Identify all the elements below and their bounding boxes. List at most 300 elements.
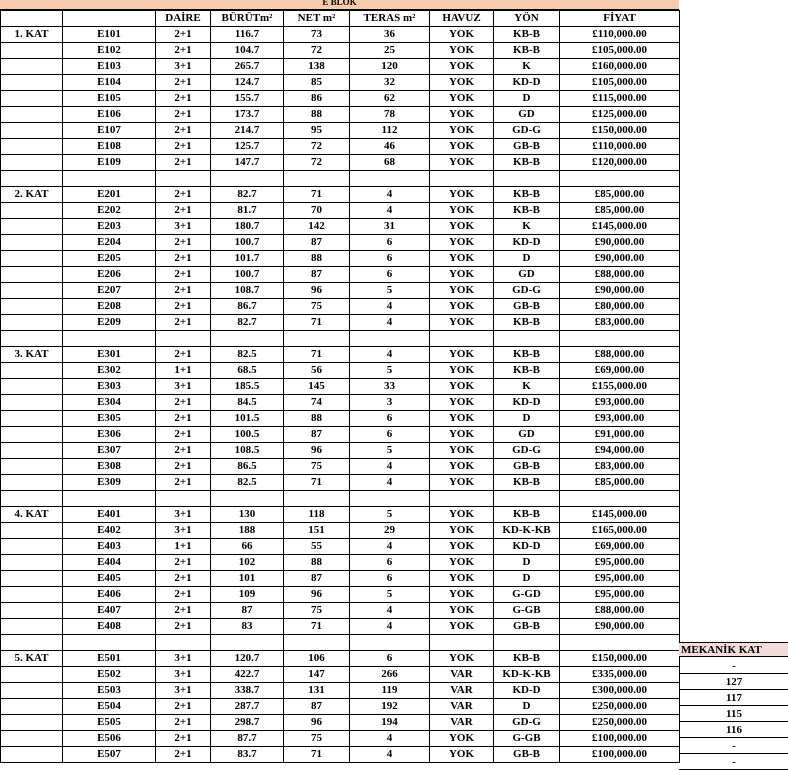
table-cell: E407 [63,603,156,619]
table-cell: 2+1 [156,27,211,43]
table-cell: 2+1 [156,155,211,171]
table-cell: 68.5 [211,363,284,379]
empty-cell [430,171,494,187]
table-row [1,379,680,395]
empty-cell [156,171,211,187]
table-cell: 74 [284,395,350,411]
table-row [1,43,680,59]
floor-label [1,139,63,155]
table-cell: 265.7 [211,59,284,75]
table-cell: 88 [284,107,350,123]
table-row [1,699,680,715]
table-cell: KB-B [494,27,560,43]
table-cell: YOK [430,203,494,219]
table-cell: 192 [350,699,430,715]
table-cell: VAR [430,699,494,715]
table-cell: YOK [430,107,494,123]
table-cell: 100.5 [211,427,284,443]
table-row [1,59,680,75]
table-cell: E107 [63,123,156,139]
table-cell: 2+1 [156,203,211,219]
table-row [1,619,680,635]
table-row [1,27,680,43]
table-cell: E109 [63,155,156,171]
table-cell: 6 [350,251,430,267]
table-cell: £145,000.00 [560,507,680,523]
mechanical-floor-value: 116 [679,722,788,738]
empty-cell [211,491,284,507]
table-cell: 6 [350,555,430,571]
column-header: HAVUZ [430,11,494,27]
table-cell: 83.7 [211,747,284,763]
table-cell: 2+1 [156,187,211,203]
empty-cell [63,171,156,187]
spacer-row [1,331,680,347]
table-cell: YOK [430,267,494,283]
table-cell: 82.5 [211,475,284,491]
spacer-row [1,171,680,187]
table-row [1,667,680,683]
table-cell: 2+1 [156,619,211,635]
empty-cell [430,331,494,347]
table-cell: £155,000.00 [560,379,680,395]
table-cell: 2+1 [156,443,211,459]
table-cell: YOK [430,27,494,43]
table-cell: £105,000.00 [560,75,680,91]
table-cell: £69,000.00 [560,539,680,555]
table-cell: YOK [430,139,494,155]
table-cell: 75 [284,299,350,315]
table-cell: E406 [63,587,156,603]
table-cell: E506 [63,731,156,747]
table-cell: 118 [284,507,350,523]
table-cell: 4 [350,347,430,363]
table-cell: 2+1 [156,43,211,59]
empty-cell [560,491,680,507]
table-cell: 214.7 [211,123,284,139]
floor-label [1,267,63,283]
table-cell: 106 [284,651,350,667]
table-cell: YOK [430,91,494,107]
table-cell: E501 [63,651,156,667]
table-row [1,587,680,603]
table-cell: 145 [284,379,350,395]
table-cell: 86.7 [211,299,284,315]
table-cell: 2+1 [156,475,211,491]
table-cell: E308 [63,459,156,475]
table-cell: 2+1 [156,395,211,411]
table-cell: YOK [430,443,494,459]
table-cell: 3+1 [156,683,211,699]
table-cell: 71 [284,619,350,635]
table-cell: YOK [430,59,494,75]
table-cell: 87 [284,267,350,283]
table-cell: YOK [430,155,494,171]
table-cell: 155.7 [211,91,284,107]
table-cell: YOK [430,507,494,523]
table-cell: K [494,219,560,235]
empty-cell [156,491,211,507]
table-cell: 82.7 [211,315,284,331]
table-cell: KB-B [494,347,560,363]
table-cell: 124.7 [211,75,284,91]
table-cell: 120 [350,59,430,75]
table-cell: 2+1 [156,315,211,331]
table-cell: 4 [350,539,430,555]
table-cell: YOK [430,731,494,747]
table-cell: E304 [63,395,156,411]
table-cell: E505 [63,715,156,731]
table-cell: 3+1 [156,219,211,235]
table-cell: KB-B [494,43,560,59]
table-row [1,283,680,299]
table-cell: 82.5 [211,347,284,363]
table-cell: 180.7 [211,219,284,235]
table-cell: 96 [284,443,350,459]
floor-label [1,699,63,715]
table-cell: £85,000.00 [560,475,680,491]
empty-cell [1,171,63,187]
table-cell: 83 [211,619,284,635]
table-cell: 75 [284,603,350,619]
table-cell: YOK [430,539,494,555]
floor-label [1,235,63,251]
table-cell: YOK [430,315,494,331]
table-cell: E403 [63,539,156,555]
table-cell: 32 [350,75,430,91]
empty-cell [350,331,430,347]
table-row [1,299,680,315]
table-cell: 82.7 [211,187,284,203]
table-cell: £95,000.00 [560,555,680,571]
table-cell: 3+1 [156,651,211,667]
table-cell: YOK [430,347,494,363]
floor-label [1,123,63,139]
table-cell: YOK [430,75,494,91]
table-cell: E207 [63,283,156,299]
table-cell: 68 [350,155,430,171]
table-row [1,219,680,235]
table-cell: £100,000.00 [560,747,680,763]
table-cell: 298.7 [211,715,284,731]
table-cell: E507 [63,747,156,763]
table-cell: 4 [350,203,430,219]
table-cell: KD-K-KB [494,667,560,683]
table-cell: 4 [350,619,430,635]
table-cell: £83,000.00 [560,459,680,475]
column-header: TERAS m² [350,11,430,27]
table-cell: YOK [430,523,494,539]
table-cell: 2+1 [156,555,211,571]
empty-cell [494,491,560,507]
empty-cell [156,635,211,651]
floor-label [1,59,63,75]
table-cell: 2+1 [156,139,211,155]
table-cell: 87 [284,699,350,715]
table-row [1,683,680,699]
table-cell: 2+1 [156,411,211,427]
apartment-table [0,10,680,763]
table-cell: 5 [350,443,430,459]
table-cell: D [494,571,560,587]
empty-cell [560,171,680,187]
table-cell: YOK [430,187,494,203]
table-cell: 108.7 [211,283,284,299]
header-row [1,11,680,27]
table-row [1,203,680,219]
table-cell: 147 [284,667,350,683]
table-cell: YOK [430,251,494,267]
table-cell: 6 [350,571,430,587]
table-cell: £90,000.00 [560,235,680,251]
table-cell: E208 [63,299,156,315]
table-cell: 87 [284,571,350,587]
table-cell: 120.7 [211,651,284,667]
table-cell: KB-B [494,507,560,523]
table-cell: YOK [430,283,494,299]
table-cell: 131 [284,683,350,699]
floor-label [1,603,63,619]
table-cell: 6 [350,651,430,667]
floor-label [1,155,63,171]
table-row [1,523,680,539]
table-cell: 422.7 [211,667,284,683]
table-cell: 88 [284,251,350,267]
table-cell: 2+1 [156,731,211,747]
table-cell: 2+1 [156,235,211,251]
floor-label [1,283,63,299]
table-cell: 3+1 [156,379,211,395]
table-cell: 88 [284,411,350,427]
empty-cell [63,331,156,347]
table-cell: 96 [284,587,350,603]
table-cell: KB-B [494,651,560,667]
table-row [1,315,680,331]
table-cell: 4 [350,475,430,491]
table-cell: D [494,555,560,571]
table-cell: G-GB [494,731,560,747]
table-cell: 96 [284,283,350,299]
table-cell: 112 [350,123,430,139]
table-cell: G-GD [494,587,560,603]
table-row [1,731,680,747]
table-cell: 36 [350,27,430,43]
table-cell: 2+1 [156,459,211,475]
table-cell: E405 [63,571,156,587]
table-cell: E306 [63,427,156,443]
table-cell: D [494,411,560,427]
table-cell: E201 [63,187,156,203]
table-cell: £88,000.00 [560,603,680,619]
table-cell: 6 [350,235,430,251]
table-cell: 71 [284,187,350,203]
table-cell: 25 [350,43,430,59]
floor-label: 3. KAT [1,347,63,363]
floor-label [1,251,63,267]
column-header: YÖN [494,11,560,27]
table-cell: 1+1 [156,539,211,555]
empty-cell [350,171,430,187]
table-cell: £160,000.00 [560,59,680,75]
floor-label [1,91,63,107]
table-cell: YOK [430,619,494,635]
table-cell: 3+1 [156,667,211,683]
table-cell: 101.5 [211,411,284,427]
mechanical-floor-value: - [679,658,788,674]
table-cell: £88,000.00 [560,347,680,363]
floor-label [1,299,63,315]
floor-label [1,459,63,475]
table-cell: £95,000.00 [560,587,680,603]
table-row [1,507,680,523]
table-cell: 5 [350,507,430,523]
floor-label: 5. KAT [1,651,63,667]
table-cell: 266 [350,667,430,683]
table-row [1,395,680,411]
mechanical-floor-header: MEKANİK KAT [679,642,788,657]
table-row [1,747,680,763]
table-cell: KD-D [494,235,560,251]
table-cell: 4 [350,187,430,203]
table-cell: 287.7 [211,699,284,715]
empty-cell [156,331,211,347]
table-cell: YOK [430,571,494,587]
table-row [1,411,680,427]
table-cell: 125.7 [211,139,284,155]
table-cell: E205 [63,251,156,267]
table-cell: KD-D [494,683,560,699]
table-cell: 147.7 [211,155,284,171]
table-cell: E102 [63,43,156,59]
table-cell: 5 [350,283,430,299]
table-cell: 2+1 [156,571,211,587]
table-cell: GD [494,267,560,283]
column-header: NET m² [284,11,350,27]
table-cell: YOK [430,427,494,443]
table-cell: 86 [284,91,350,107]
table-cell: 138 [284,59,350,75]
floor-label: 2. KAT [1,187,63,203]
table-cell: E101 [63,27,156,43]
table-cell: 2+1 [156,283,211,299]
table-cell: K [494,59,560,75]
table-cell: £90,000.00 [560,283,680,299]
table-cell: £150,000.00 [560,123,680,139]
table-cell: E303 [63,379,156,395]
mechanical-floor-value: 115 [679,706,788,722]
table-cell: E307 [63,443,156,459]
table-cell: YOK [430,555,494,571]
table-cell: 71 [284,315,350,331]
table-cell: YOK [430,651,494,667]
table-cell: GD-G [494,123,560,139]
table-cell: GD [494,107,560,123]
table-cell: 3+1 [156,59,211,75]
table-cell: 66 [211,539,284,555]
table-cell: 173.7 [211,107,284,123]
table-row [1,91,680,107]
table-cell: 4 [350,731,430,747]
table-cell: 2+1 [156,699,211,715]
mechanical-floor-value: 127 [679,674,788,690]
table-cell: E104 [63,75,156,91]
table-cell: 71 [284,347,350,363]
table-cell: GD-G [494,715,560,731]
empty-cell [1,331,63,347]
table-cell: E203 [63,219,156,235]
table-cell: 71 [284,475,350,491]
table-cell: 46 [350,139,430,155]
empty-cell [211,331,284,347]
floor-label: 1. KAT [1,27,63,43]
table-cell: 2+1 [156,123,211,139]
floor-label [1,43,63,59]
table-cell: £125,000.00 [560,107,680,123]
empty-cell [63,635,156,651]
table-cell: 56 [284,363,350,379]
table-cell: 29 [350,523,430,539]
table-cell: 2+1 [156,347,211,363]
table-cell: 4 [350,459,430,475]
table-cell: K [494,379,560,395]
table-cell: 87 [284,235,350,251]
table-cell: 6 [350,267,430,283]
table-cell: £83,000.00 [560,315,680,331]
table-cell: D [494,91,560,107]
column-header [1,11,63,27]
table-cell: 116.7 [211,27,284,43]
table-cell: E301 [63,347,156,363]
table-cell: £105,000.00 [560,43,680,59]
floor-label [1,683,63,699]
table-cell: 102 [211,555,284,571]
table-cell: 1+1 [156,363,211,379]
table-cell: 119 [350,683,430,699]
table-cell: £250,000.00 [560,699,680,715]
table-cell: 2+1 [156,91,211,107]
table-cell: KB-B [494,315,560,331]
table-cell: 4 [350,299,430,315]
spacer-row [1,635,680,651]
floor-label [1,75,63,91]
table-cell: GB-B [494,299,560,315]
floor-label [1,571,63,587]
table-cell: GD [494,427,560,443]
empty-cell [284,491,350,507]
table-cell: 31 [350,219,430,235]
spacer-row [1,491,680,507]
floor-label [1,667,63,683]
mechanical-floor-value: 117 [679,690,788,706]
table-cell: £110,000.00 [560,139,680,155]
table-cell: 2+1 [156,603,211,619]
table-cell: YOK [430,395,494,411]
empty-cell [211,171,284,187]
empty-cell [1,635,63,651]
empty-cell [430,635,494,651]
table-cell: KB-B [494,155,560,171]
table-cell: 4 [350,315,430,331]
table-cell: YOK [430,235,494,251]
table-cell: GD-G [494,443,560,459]
mechanical-floor-value: - [679,738,788,754]
table-cell: 71 [284,747,350,763]
table-cell: GB-B [494,747,560,763]
table-cell: E202 [63,203,156,219]
table-body [1,11,680,763]
table-cell: 5 [350,587,430,603]
table-row [1,443,680,459]
